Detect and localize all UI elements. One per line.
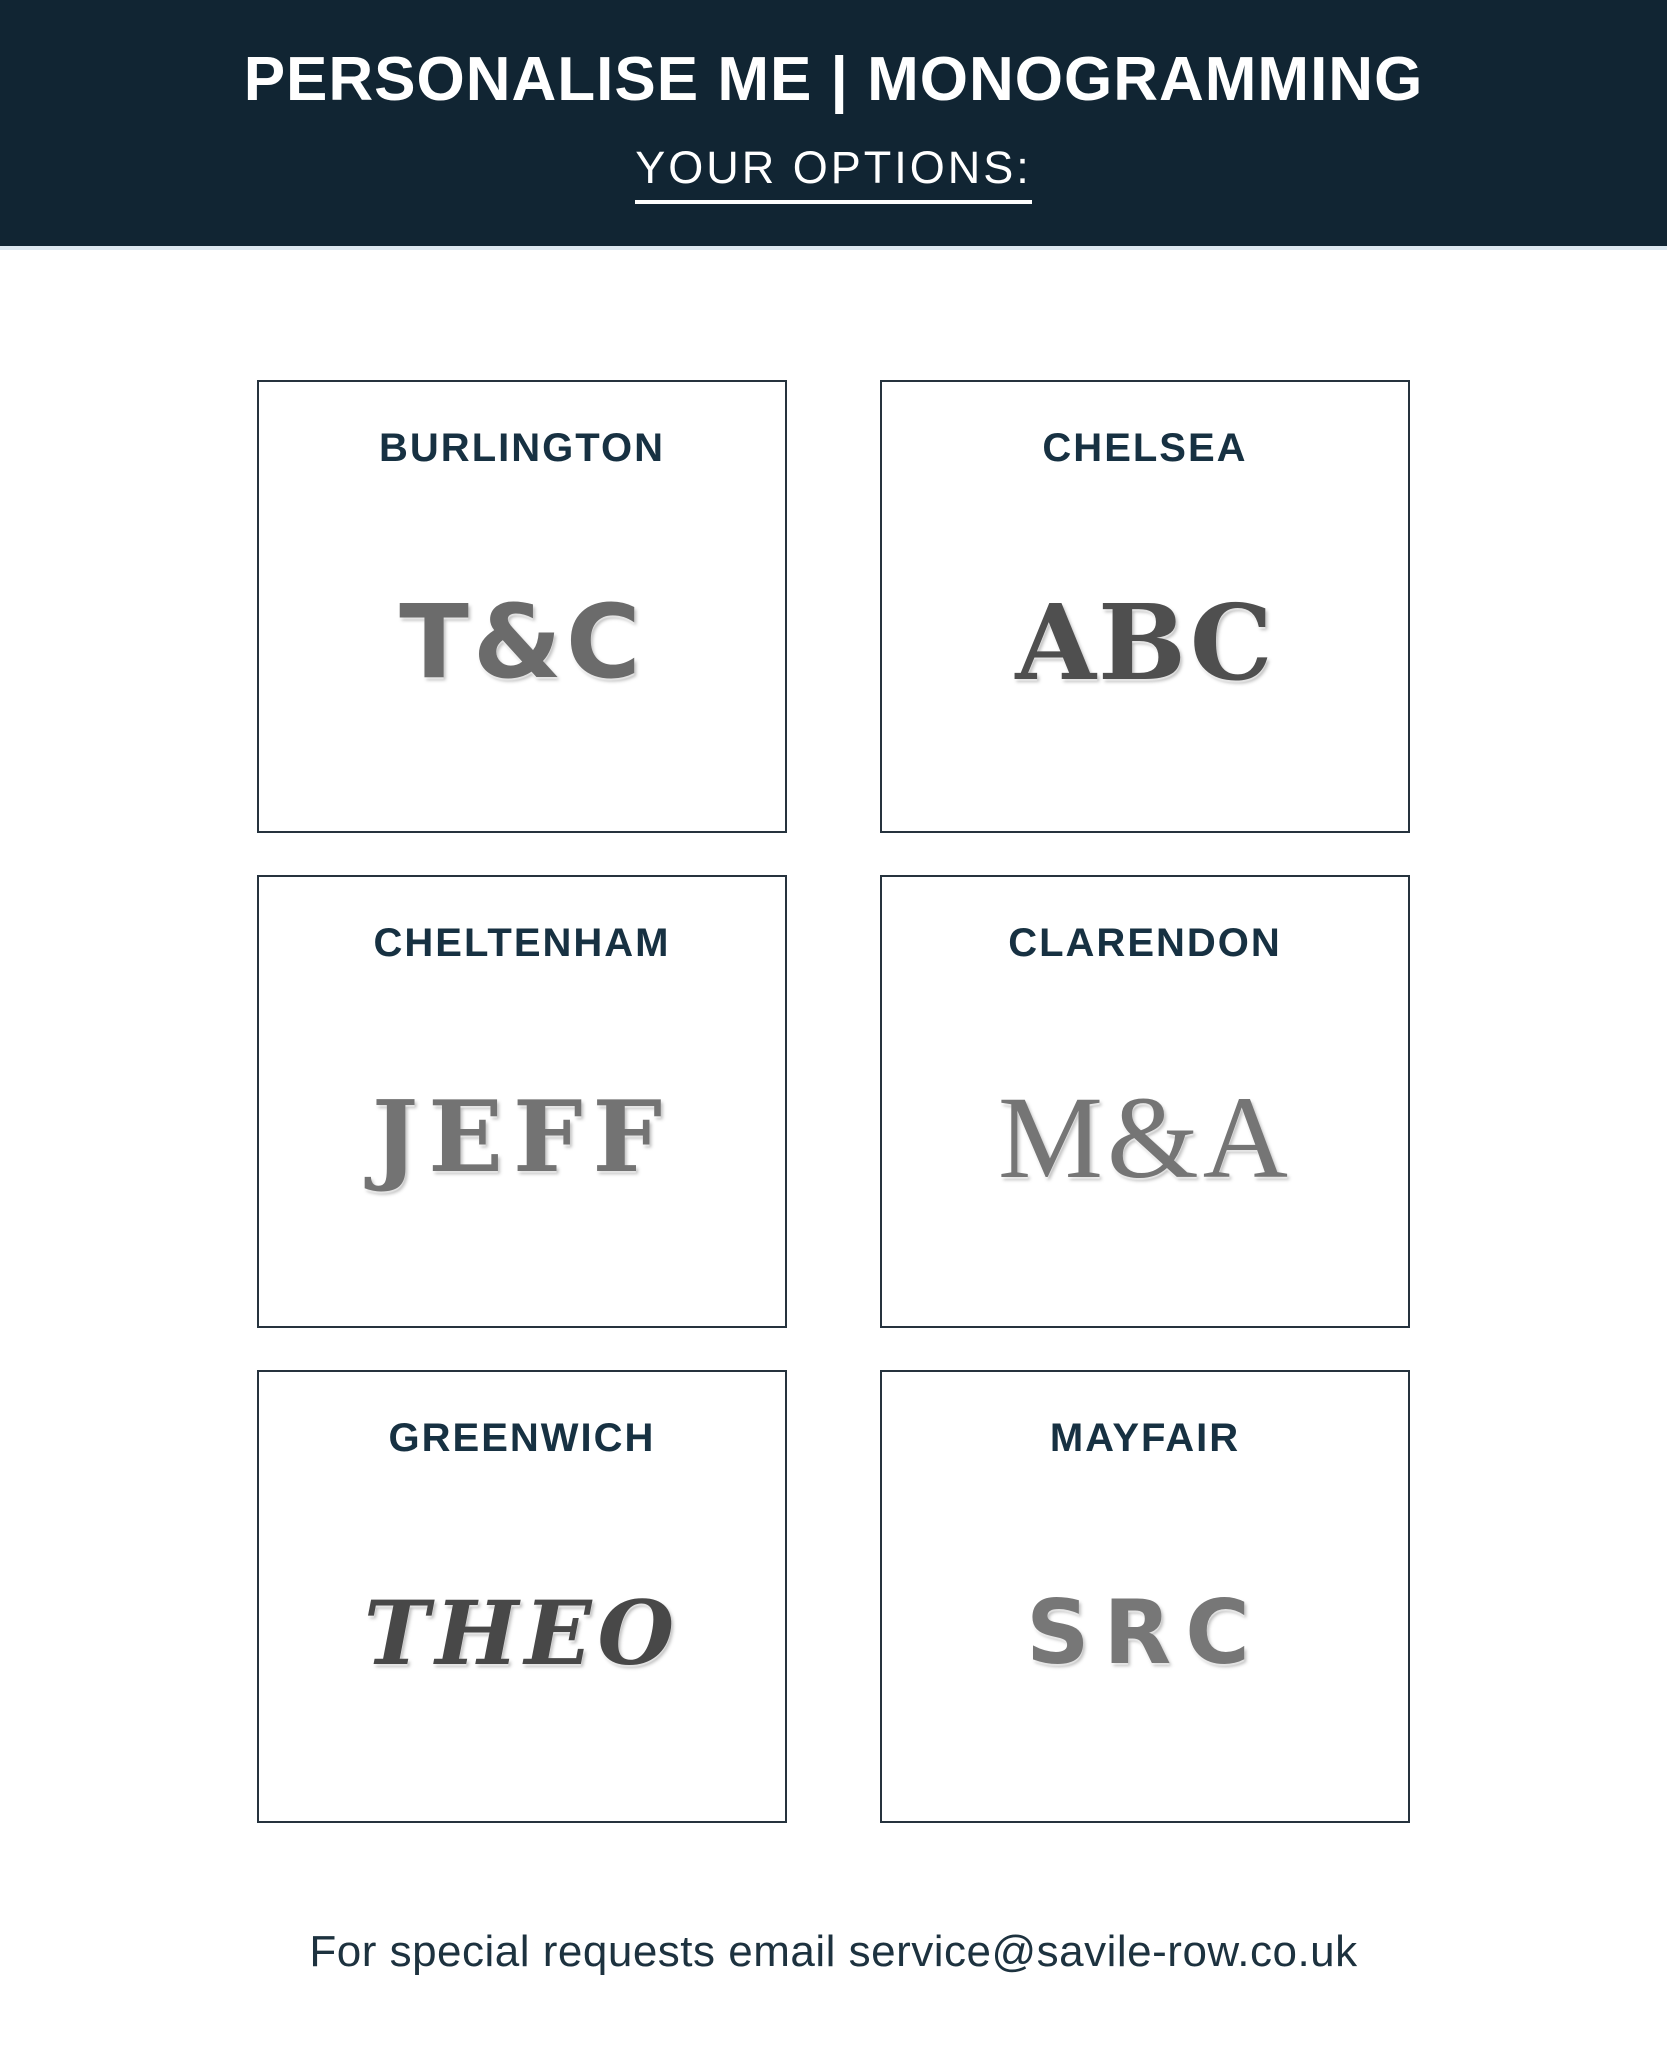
option-card-burlington [257, 380, 787, 833]
option-name: CHELTENHAM [373, 921, 671, 965]
option-name: CLARENDON [1008, 921, 1282, 965]
monogram-sample: JEFF [371, 1079, 673, 1195]
monogram-sample-wrap [259, 963, 785, 1326]
monogram-sample: T&C [399, 582, 645, 702]
monogram-sample-wrap [882, 468, 1408, 831]
option-card-clarendon [880, 875, 1410, 1328]
monogram-sample-wrap [882, 1458, 1408, 1821]
monogram-sample-wrap [882, 963, 1408, 1326]
option-card-cheltenham [257, 875, 787, 1328]
option-card-mayfair [880, 1370, 1410, 1823]
options-grid [257, 380, 1410, 1823]
monogram-sample-wrap [259, 1458, 785, 1821]
option-card-greenwich [257, 1370, 787, 1823]
footer-note: For special requests email service@savile-row.co.uk [309, 1927, 1358, 1976]
monogram-sample: SRC [1026, 1580, 1264, 1684]
page-footer [0, 1927, 1667, 1977]
option-name: CHELSEA [1042, 426, 1248, 470]
option-card-chelsea [880, 380, 1410, 833]
monogram-sample: M&A [998, 1071, 1292, 1203]
page-header [0, 0, 1667, 250]
option-name: GREENWICH [388, 1416, 656, 1460]
monogram-sample-wrap [259, 468, 785, 831]
option-name: BURLINGTON [379, 426, 665, 470]
page-title: PERSONALISE ME | MONOGRAMMING [243, 44, 1424, 114]
option-name: MAYFAIR [1049, 1416, 1241, 1460]
monogram-sample: THEO [363, 1580, 681, 1685]
page-subtitle: YOUR OPTIONS: [635, 145, 1032, 204]
monogram-sample: ABC [1015, 580, 1275, 704]
